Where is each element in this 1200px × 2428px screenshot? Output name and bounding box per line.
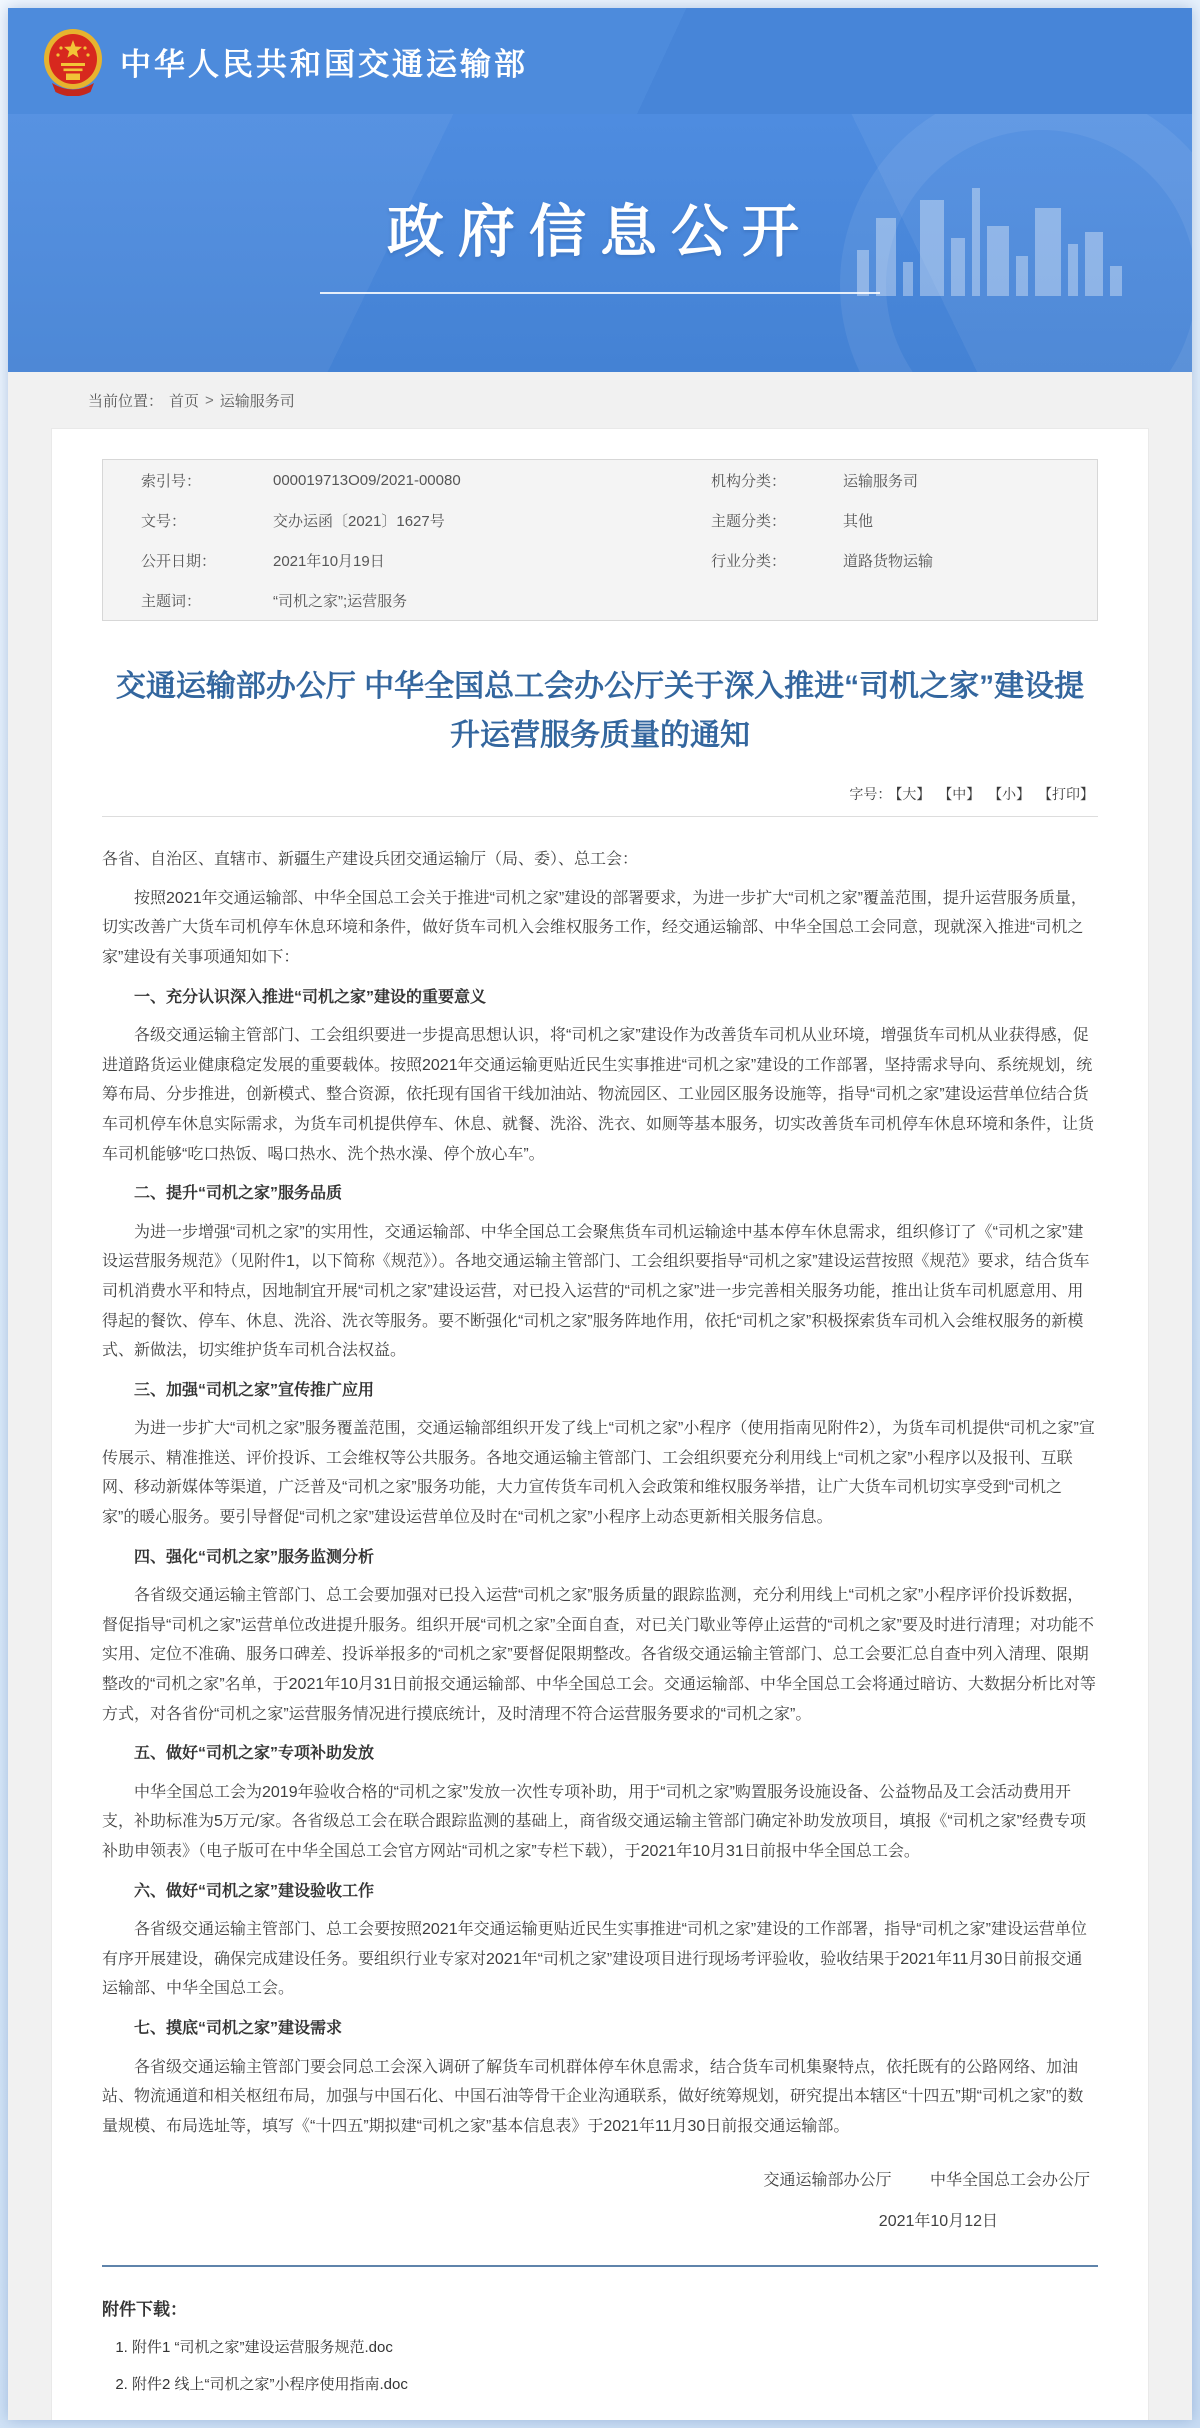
section-heading-5: 五、做好“司机之家”专项补助发放	[134, 1745, 375, 1763]
title-divider	[102, 816, 1098, 817]
attachments-divider	[102, 2265, 1098, 2267]
banner	[8, 114, 1192, 372]
signature-date: 2021年10月12日	[878, 2213, 998, 2231]
breadcrumb	[8, 372, 1192, 428]
meta-label: 主题分类：	[711, 512, 787, 530]
paragraph: 各省级交通运输主管部门、总工会要加强对已投入运营“司机之家”服务质量的跟踪监测，充分利用线上“司机之家”小程序评价投诉数据，督促指导“司机之家”运营单位改进提升服务。组织开展“司机之家”全面自查，对已关门歇业等停止运营的“司机之家”要及时进行清理；对功能不实用、定位不准确、服务口碑差、投诉举报多的“司机之家”要督促限期整改。各省级交通运输主管部门、总工会要汇总自查中列入清理、限期整改的“司机之家”名单，于2021年10月31日前报交通运输部、中华全国总工会。交通运输部、中华全国总工会将通过暗访、大数据分析比对等方式，对各省份“司机之家”运营服务情况进行摸底统计，及时清理不符合运营服务要求的“司机之家”。	[102, 1587, 1096, 1723]
signature-office-1: 交通运输部办公厅	[763, 2172, 892, 2190]
banner-title: 政府信息公开	[387, 200, 813, 264]
metadata-table	[102, 459, 1098, 621]
document-body	[102, 845, 1098, 2141]
font-size-label: 字号：	[849, 786, 892, 803]
page	[8, 8, 1192, 2420]
paragraph: 为进一步扩大“司机之家”服务覆盖范围，交通运输部组织开发了线上“司机之家”小程序（使用指南见附件2），为货车司机提供“司机之家”宣传展示、精准推送、评价投诉、工会维权等公共服务。各地交通运输主管部门、工会组织要充分利用线上“司机之家”小程序以及报刊、互联网、移动新媒体等渠道，广泛普及“司机之家”服务功能，大力宣传货车司机入会政策和维权服务举措，让广大货车司机切实享受到“司机之家”的暖心服务。要引导督促“司机之家”建设运营单位及时在“司机之家”小程序上动态更新相关服务信息。	[102, 1420, 1095, 1527]
meta-label: 主题词：	[141, 592, 202, 610]
meta-value: 交办运函〔2021〕1627号	[273, 512, 445, 530]
paragraph: 各级交通运输主管部门、工会组织要进一步提高思想认识，将“司机之家”建设作为改善货车司机从业环境，增强货车司机从业获得感，促进道路货运业健康稳定发展的重要载体。按照2021年交通运输更贴近民生实事推进“司机之家”建设的工作部署，坚持需求导向、系统规划，统筹布局、分步推进，创新模式、整合资源，依托现有国省干线加油站、物流园区、工业园区服务设施等，指导“司机之家”建设运营单位结合货车司机停车休息实际需求，为货车司机提供停车、休息、就餐、洗浴、洗衣、如厕等基本服务，切实改善货车司机停车休息环境和条件，让货车司机能够“吃口热饭、喝口热水、洗个热水澡、停个放心车”。	[102, 1027, 1095, 1163]
banner-underline	[320, 292, 880, 294]
meta-label: 机构分类：	[711, 472, 787, 490]
print-button[interactable]: 【打印】	[1038, 786, 1094, 803]
meta-value	[843, 580, 1097, 620]
meta-value: 其他	[843, 512, 874, 530]
site-header	[8, 8, 1192, 114]
meta-value: 运输服务司	[843, 472, 919, 490]
meta-label: 行业分类：	[711, 552, 787, 570]
section-heading-2: 二、提升“司机之家”服务品质	[134, 1185, 343, 1203]
section-heading-4: 四、强化“司机之家”服务监测分析	[134, 1548, 375, 1566]
meta-value: “司机之家”;运营服务	[273, 592, 408, 610]
attachment-link-2[interactable]: 2. 附件2 线上“司机之家”小程序使用指南.doc	[132, 2373, 1098, 2394]
paragraph: 按照2021年交通运输部、中华全国总工会关于推进“司机之家”建设的部署要求，为进一步扩大“司机之家”覆盖范围，提升运营服务质量，切实改善广大货车司机停车休息环境和条件，做好货车司机入会维权服务工作，经交通运输部、中华全国总工会同意，现就深入推进“司机之家”建设有关事项通知如下：	[102, 889, 1087, 966]
site-title: 中华人民共和国交通运输部	[120, 46, 528, 82]
meta-value: 2021年10月19日	[273, 552, 385, 570]
content-area	[8, 372, 1192, 2420]
breadcrumb-separator: >	[205, 391, 214, 409]
document-card	[51, 428, 1149, 2420]
paragraph: 为进一步增强“司机之家”的实用性，交通运输部、中华全国总工会聚焦货车司机运输途中基本停车休息需求，组织修订了《“司机之家”建设运营服务规范》（见附件1，以下简称《规范》）。各地交通运输主管部门、工会组织要指导“司机之家”建设运营按照《规范》要求，结合货车司机消费水平和特点，因地制宜开展“司机之家”建设运营，对已投入运营的“司机之家”进一步完善相关服务功能，推出让货车司机愿意用、用得起的餐饮、停车、休息、洗浴、洗衣等服务。要不断强化“司机之家”服务阵地作用，依托“司机之家”积极探索货车司机入会维权服务的新模式、新做法，切实维护货车司机合法权益。	[102, 1223, 1090, 1360]
meta-value: 000019713O09/2021-00080	[273, 471, 461, 489]
national-emblem-icon	[42, 26, 104, 96]
breadcrumb-label: 当前位置：	[88, 392, 164, 410]
signature-block	[102, 2167, 1098, 2190]
font-small-button[interactable]: 【小】	[988, 786, 1031, 803]
salutation: 各省、自治区、直辖市、新疆生产建设兵团交通运输厅（局、委）、总工会：	[102, 851, 639, 869]
font-medium-button[interactable]: 【中】	[938, 786, 981, 803]
paragraph: 各省级交通运输主管部门、总工会要按照2021年交通运输更贴近民生实事推进“司机之家”建设的工作部署，指导“司机之家”建设运营单位有序开展建设，确保完成建设任务。要组织行业专家对2021年“司机之家”建设项目进行现场考评验收，验收结果于2021年11月30日前报交通运输部、中华全国总工会。	[102, 1921, 1087, 1998]
paragraph: 中华全国总工会为2019年验收合格的“司机之家”发放一次性专项补助，用于“司机之家”购置服务设施设备、公益物品及工会活动费用开支，补助标准为5万元/家。各省级总工会在联合跟踪监测的基础上，商省级交通运输主管部门确定补助发放项目，填报《“司机之家”经费专项补助申领表》（电子版可在中华全国总工会官方网站“司机之家”专栏下载），于2021年10月31日前报中华全国总工会。	[102, 1783, 1087, 1860]
meta-label	[673, 580, 843, 620]
section-heading-6: 六、做好“司机之家”建设验收工作	[134, 1882, 375, 1900]
meta-label: 索引号：	[141, 472, 202, 490]
attachments-title: 附件下载：	[102, 2300, 187, 2320]
attachment-link-1[interactable]: 1. 附件1 “司机之家”建设运营服务规范.doc	[132, 2336, 1098, 2357]
section-heading-7: 七、摸底“司机之家”建设需求	[134, 2019, 343, 2037]
section-heading-3: 三、加强“司机之家”宣传推广应用	[134, 1381, 375, 1399]
meta-label: 公开日期：	[141, 552, 217, 570]
section-heading-1: 一、充分认识深入推进“司机之家”建设的重要意义	[134, 988, 487, 1006]
document-title: 交通运输部办公厅 中华全国总工会办公厅关于深入推进“司机之家”建设提升运营服务质量的通知	[115, 670, 1085, 752]
meta-value: 道路货物运输	[843, 552, 934, 570]
paragraph: 各省级交通运输主管部门要会同总工会深入调研了解货车司机群体停车休息需求，结合货车司机集聚特点，依托既有的公路网络、加油站、物流通道和相关枢纽布局，加强与中国石化、中国石油等骨干企业沟通联系，做好统筹规划，研究提出本辖区“十四五”期“司机之家”的数量规模、布局选址等，填写《“十四五”期拟建“司机之家”基本信息表》于2021年11月30日前报交通运输部。	[102, 2058, 1084, 2135]
breadcrumb-home-link[interactable]: 首页	[169, 392, 200, 410]
signature-office-2: 中华全国总工会办公厅	[929, 2172, 1090, 2190]
font-controls	[106, 784, 1094, 804]
font-large-button[interactable]: 【大】	[895, 786, 931, 803]
meta-label: 文号：	[141, 512, 187, 530]
breadcrumb-section-link[interactable]: 运输服务司	[219, 392, 295, 410]
attachments-list	[132, 2336, 1098, 2394]
